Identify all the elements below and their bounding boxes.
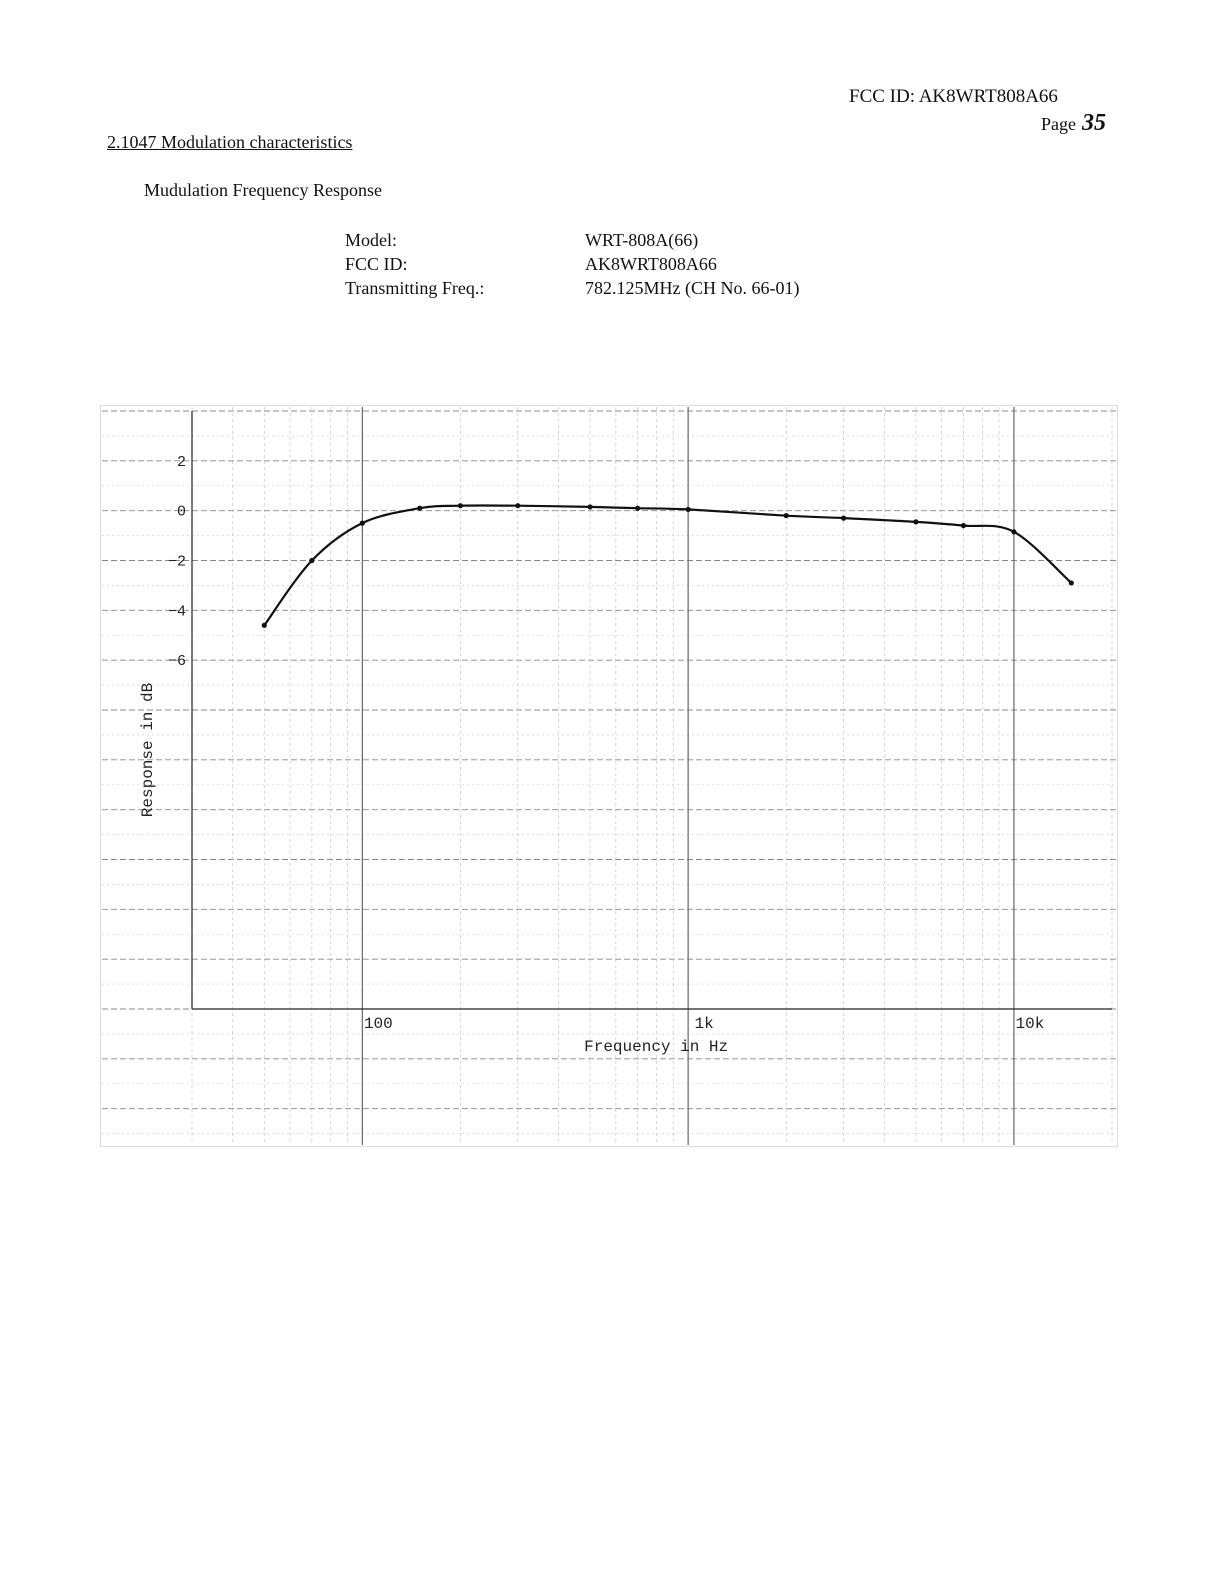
info-row-model — [345, 228, 799, 252]
y-tick-label: 0 — [176, 503, 186, 521]
y-tick-label: 2 — [176, 453, 186, 471]
x-tick-label: 100 — [363, 1015, 393, 1033]
info-value: AK8WRT808A66 — [585, 254, 717, 274]
data-point — [458, 503, 463, 508]
x-tick-label: 1k — [694, 1015, 714, 1033]
info-label: FCC ID: — [345, 254, 408, 274]
data-point — [309, 558, 314, 563]
y-axis-label: Response in dB — [139, 682, 157, 818]
info-table — [345, 228, 799, 300]
section-title: 2.1047 Modulation characteristics — [107, 132, 353, 152]
chart-subtitle: Mudulation Frequency Response — [144, 180, 382, 200]
info-value: WRT-808A(66) — [585, 230, 699, 250]
fcc-id-header: FCC ID: AK8WRT808A66 — [849, 86, 1058, 107]
data-point — [515, 503, 520, 508]
data-point — [841, 516, 846, 521]
y-tick-label: −6 — [167, 653, 186, 671]
y-tick-label: −4 — [167, 603, 186, 621]
page-label: Page — [1041, 114, 1076, 134]
data-point — [784, 513, 789, 518]
data-point — [360, 521, 365, 526]
chart-background — [100, 405, 1118, 1147]
y-tick-label: −2 — [167, 553, 186, 571]
x-tick-label: 10k — [1015, 1015, 1045, 1033]
data-point — [913, 519, 918, 524]
page-number-header — [1041, 110, 1106, 137]
info-label: Model: — [345, 230, 397, 250]
data-point — [587, 504, 592, 509]
data-point — [417, 506, 422, 511]
data-point — [686, 507, 691, 512]
data-point — [1011, 529, 1016, 534]
info-row-fcc-id — [345, 252, 799, 276]
x-axis-label: Frequency in Hz — [584, 1038, 729, 1056]
data-point — [1069, 580, 1074, 585]
info-value: 782.125MHz (CH No. 66-01) — [585, 278, 800, 298]
data-point — [635, 506, 640, 511]
data-point — [262, 623, 267, 628]
info-row-freq — [345, 276, 799, 300]
frequency-response-chart — [100, 405, 1118, 1147]
info-label: Transmitting Freq.: — [345, 278, 485, 298]
data-point — [961, 523, 966, 528]
page-number: 35 — [1082, 110, 1106, 136]
